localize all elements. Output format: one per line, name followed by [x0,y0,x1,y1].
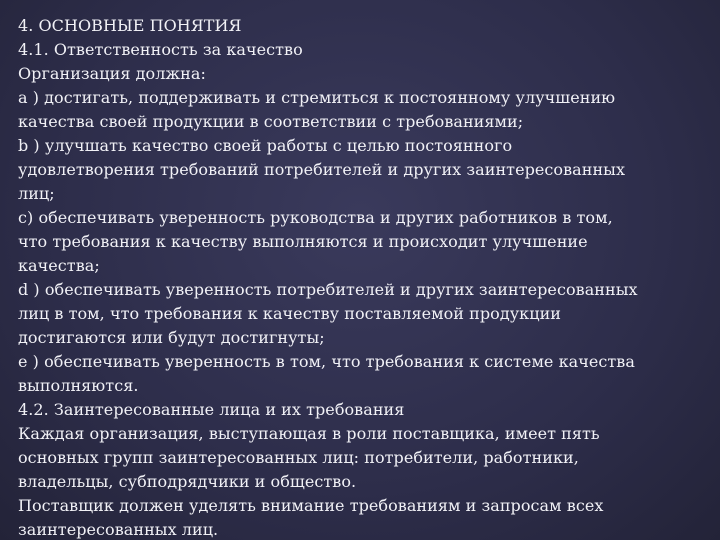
paragraph-line: Поставщик должен уделять внимание требованиям и запросам всех [18,496,604,515]
list-item-a-line: a ) достигать, поддерживать и стремиться к постоянному улучшению [18,88,616,107]
subsection-heading-quality-responsibility: 4.1. Ответственность за качество [18,40,303,59]
subsection-heading-interested-parties: 4.2. Заинтересованные лица и их требования [18,400,405,419]
list-item-e-line: e ) обеспечивать уверенность в том, что требования к системе качества [18,352,635,371]
section-heading: 4. ОСНОВНЫЕ ПОНЯТИЯ [18,16,242,35]
paragraph-line: основных групп заинтересованных лиц: потребители, работники, [18,448,579,467]
list-item-b-line: лиц; [18,184,55,203]
list-item-a-line: качества своей продукции в соответствии с требованиями; [18,112,524,131]
list-item-c-line: c) обеспечивать уверенность руководства и других работников в том, [18,208,613,227]
paragraph-line: Каждая организация, выступающая в роли поставщика, имеет пять [18,424,600,443]
list-item-b-line: удовлетворения требований потребителей и других заинтересованных [18,160,626,179]
paragraph-line: Организация должна: [18,64,206,83]
list-item-d-line: лиц в том, что требования к качеству поставляемой продукции [18,304,562,323]
list-item-c-line: качества; [18,256,100,275]
list-item-e-line: выполняются. [18,376,139,395]
list-item-d-line: достигаются или будут достигнуты; [18,328,325,347]
paragraph-line: владельцы, субподрядчики и общество. [18,472,357,491]
paragraph-line: заинтересованных лиц. [18,520,219,539]
list-item-b-line: b ) улучшать качество своей работы с целью постоянного [18,136,513,155]
slide-text-body [18,14,708,540]
list-item-d-line: d ) обеспечивать уверенность потребителей и других заинтересованных [18,280,638,299]
list-item-c-line: что требования к качеству выполняются и происходит улучшение [18,232,588,251]
